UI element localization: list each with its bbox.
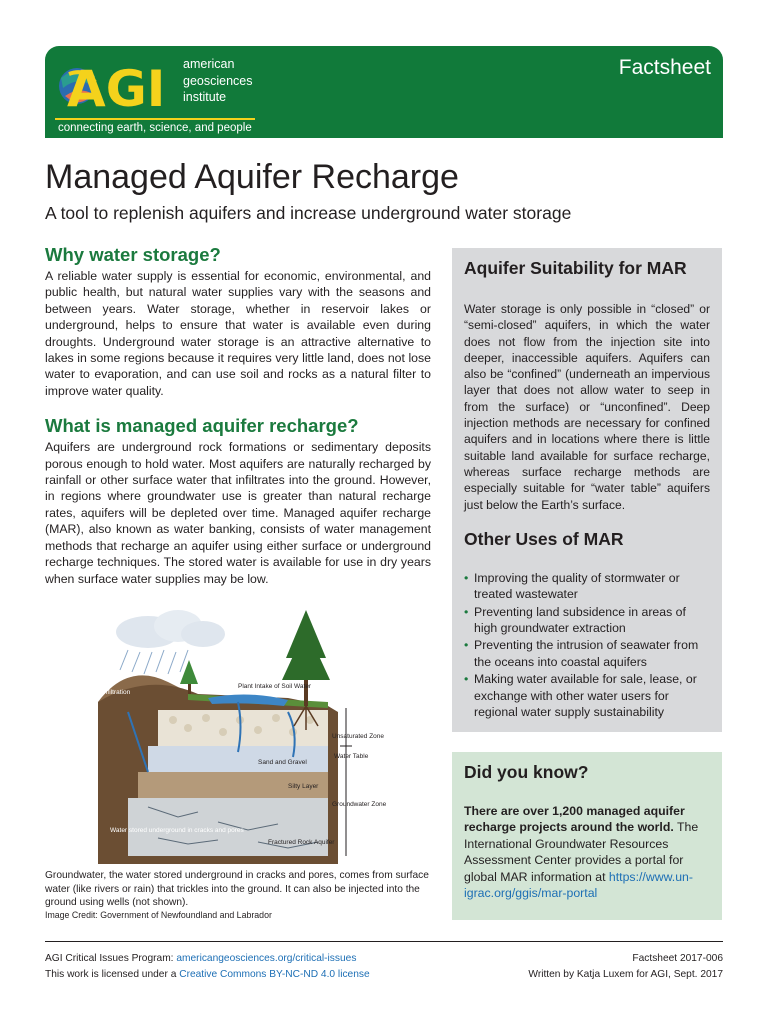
section-body-why-storage: A reliable water supply is essential for economic, environmental, and public health, but natural water supplies vary with the seasons and between years. Water storage, whether in reservoir lakes or underground, helps to ensure that water is available even during droughts. Underground water storage is an attractive alternative to lakes in some regions because it requires very little land, does not lose water to evaporation, and can use soil and rocks as a natural filter to improve water quality. xyxy=(45,269,431,398)
section-heading-why-storage: Why water storage? xyxy=(45,244,221,265)
label-sand-gravel: Sand and Gravel xyxy=(258,759,307,766)
doc-id: Factsheet 2017-006 xyxy=(632,953,723,964)
did-you-know-box xyxy=(452,752,722,920)
logo-tagline: connecting earth, science, and people xyxy=(58,122,252,134)
footer-left xyxy=(45,951,370,983)
image-credit: Image Credit: Government of Newfoundland and Labrador xyxy=(45,909,272,920)
footer-divider xyxy=(45,941,723,942)
institute-line: geosciences xyxy=(183,73,253,88)
author-credit: Written by Katja Luxem for AGI, Sept. 2017 xyxy=(528,969,723,980)
doc-type-label: Factsheet xyxy=(618,56,711,79)
logo-letters: AGI xyxy=(67,60,166,112)
main-column xyxy=(45,244,431,587)
license-link[interactable]: Creative Commons BY-NC-ND 4.0 license xyxy=(179,969,370,980)
institute-line: american xyxy=(183,57,235,71)
label-stored-underground: Water stored underground in cracks and pores xyxy=(110,827,244,834)
label-silty-layer: Silty Layer xyxy=(288,783,319,790)
did-you-know-text: The International Groundwater Resources Assessment Center provides a portal for global MAR information at xyxy=(464,820,699,884)
page-subtitle: A tool to replenish aquifers and increase underground water storage xyxy=(45,203,572,223)
label-infiltration: Infiltration xyxy=(102,689,131,696)
did-you-know-body xyxy=(464,803,710,901)
aquifer-suitability-box xyxy=(452,248,722,732)
did-you-know-fact: There are over 1,200 managed aquifer recharge projects around the world. xyxy=(464,804,685,835)
mar-portal-link[interactable]: https://www.un-igrac.org/ggis/mar-portal xyxy=(464,869,693,901)
figure-caption xyxy=(45,869,431,921)
page-title: Managed Aquifer Recharge xyxy=(45,158,459,196)
critical-issues-link[interactable]: americangeosciences.org/critical-issues xyxy=(176,953,357,964)
other-uses-list xyxy=(464,570,710,721)
list-item: • Preventing the intrusion of seawater from the oceans into coastal aquifers xyxy=(464,637,710,670)
did-you-know-heading: Did you know? xyxy=(464,762,589,782)
list-item: • Improving the quality of stormwater or treated wastewater xyxy=(464,570,710,603)
license-label: This work is licensed under a xyxy=(45,969,177,980)
list-item: • Preventing land subsidence in areas of high groundwater extraction xyxy=(464,604,710,637)
logo-divider xyxy=(55,118,255,120)
institute-line: institute xyxy=(183,90,227,104)
suitability-heading: Aquifer Suitability for MAR xyxy=(464,258,687,278)
footer-right xyxy=(528,951,723,983)
section-body-what-is-mar: Aquifers are underground rock formations or sedimentary deposits porous enough to hold water. Most aquifers are naturally recharged by rainfall or other surface water that infiltrates into the ground. However, in regions where groundwater use is greater than natural recharge rates, aquifers will be depleted over time. Managed aquifer recharge (MAR), also known as water banking, consists of water management methods that recharge an aquifer using either surface or underground recharge techniques. The stored water is available for use in dry years when surface water supplies may be low. xyxy=(45,440,431,586)
institute-name xyxy=(183,56,293,106)
header-banner xyxy=(45,46,723,138)
label-plant-intake: Plant Intake of Soil Water xyxy=(238,683,312,690)
groundwater-illustration xyxy=(88,602,388,864)
caption-text: Groundwater, the water stored underground in cracks and pores, comes from surface water (like rivers or rain) that trickles into the ground. It can also be injected into the ground using wells (not shown). xyxy=(45,870,429,908)
label-water-table: Water Table xyxy=(334,753,369,760)
other-uses-heading: Other Uses of MAR xyxy=(464,528,624,549)
program-label: AGI Critical Issues Program: xyxy=(45,953,174,964)
list-item: • Making water available for sale, lease, or exchange with other water users for regional water supply sustainability xyxy=(464,671,710,720)
label-groundwater-zone: Groundwater Zone xyxy=(332,801,387,808)
suitability-body: Water storage is only possible in “closed” or “semi-closed” aquifers, in which the water does not flow from the injection site into deeper, inaccessible aquifers. Aquifers can also be “confined” (underneath an impervious layer that does not allow water to seep in from the surface) or “unconfined”. Deep injection methods are necessary for confined aquifers and in locations where there is little suitable land available for surface recharge, whereas surface recharge methods are especially suitable for “water table” aquifers just below the Earth’s surface. xyxy=(464,302,710,512)
label-fractured-rock: Fractured Rock Aquifer xyxy=(268,839,335,846)
label-unsaturated-zone: Unsaturated Zone xyxy=(332,733,385,740)
section-heading-what-is-mar: What is managed aquifer recharge? xyxy=(45,415,359,437)
